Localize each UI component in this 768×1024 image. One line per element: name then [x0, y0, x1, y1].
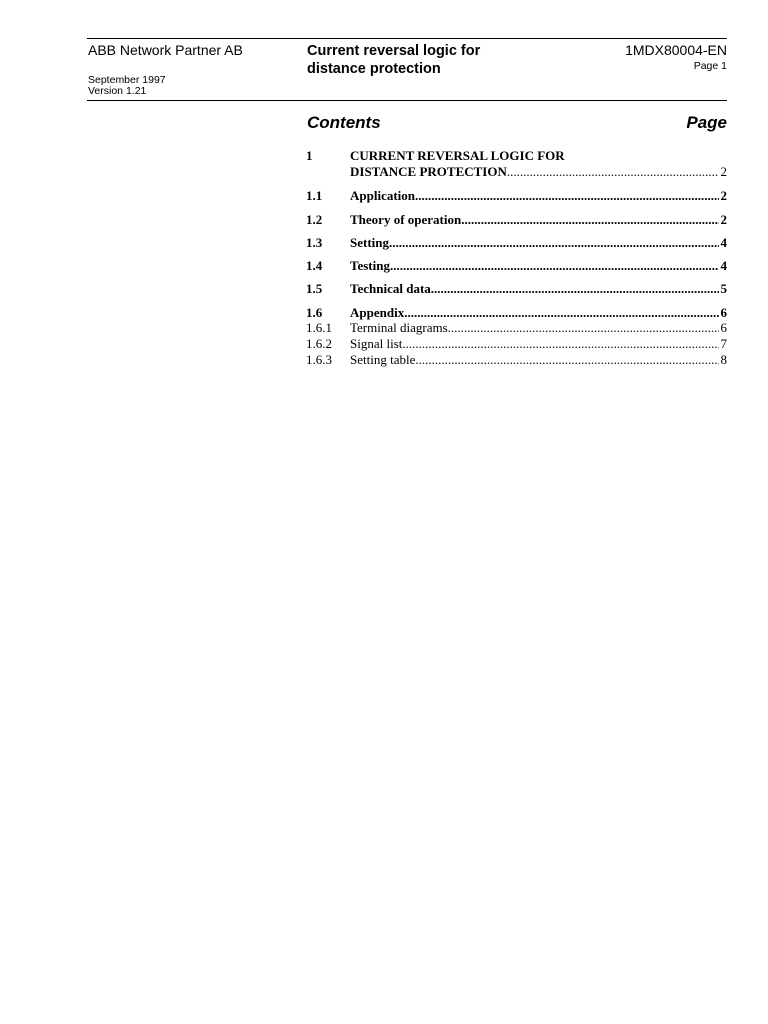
toc-entry-page: 7	[720, 336, 727, 351]
toc-entry-title: Testing	[350, 258, 390, 273]
toc-leader-dots	[404, 305, 718, 321]
header-bottom-rule	[87, 100, 727, 101]
toc-entry-number: 1.6.3	[306, 352, 332, 367]
toc-entry-title-line1: CURRENT REVERSAL LOGIC FOR	[350, 148, 565, 163]
toc-entry-number: 1.5	[306, 281, 323, 296]
page-number: Page 1	[693, 60, 727, 72]
toc-entry-page: 2	[720, 212, 727, 227]
toc-entry-page: 5	[720, 281, 727, 296]
toc-entry-title: Theory of operation	[350, 212, 462, 227]
toc-leader-dots	[448, 320, 719, 336]
document-version: Version 1.21	[88, 85, 147, 97]
toc-entry-number: 1	[306, 148, 313, 163]
header-top-rule	[87, 38, 727, 39]
document-title-line2: distance protection	[307, 61, 441, 77]
company-name: ABB Network Partner AB	[88, 42, 243, 58]
toc-entry-1-6[interactable]	[306, 305, 727, 321]
toc-leader-dots	[461, 212, 718, 228]
toc-leader-dots	[415, 188, 718, 204]
toc-entry-page: 4	[720, 258, 727, 273]
toc-entry-number: 1.6.1	[306, 320, 332, 335]
toc-entry-title: Setting	[350, 235, 389, 250]
toc-entry-1-5[interactable]	[306, 281, 727, 297]
toc-entry-number: 1.1	[306, 188, 323, 203]
document-date: September 1997	[88, 74, 166, 86]
toc-entry-number: 1.6.2	[306, 336, 332, 351]
toc-entry-1-3[interactable]	[306, 235, 727, 251]
contents-page-heading: Page	[686, 113, 727, 132]
toc-entry-title: DISTANCE PROTECTION	[350, 164, 507, 179]
toc-entry-number: 1.6	[306, 305, 323, 320]
toc-entry-title: Signal list	[350, 336, 403, 351]
toc-entry-1-6-3[interactable]	[306, 352, 727, 368]
toc-leader-dots	[390, 258, 719, 274]
toc-entry-1-1[interactable]	[306, 188, 727, 204]
toc-entry-1-2[interactable]	[306, 212, 727, 228]
toc-entry-title: Appendix	[350, 305, 405, 320]
toc-leader-dots	[402, 336, 718, 352]
document-title-line1: Current reversal logic for	[307, 43, 481, 59]
document-number: 1MDX80004-EN	[625, 42, 727, 58]
toc-leader-dots	[507, 164, 719, 180]
toc-entry-page: 6	[720, 305, 727, 320]
contents-heading: Contents	[307, 113, 381, 132]
toc-entry-page: 6	[720, 320, 727, 335]
toc-entry-1-6-1[interactable]	[306, 320, 727, 336]
toc-entry-page: 4	[720, 235, 727, 250]
toc-entry-page: 8	[720, 352, 727, 367]
toc-leader-dots	[389, 235, 719, 251]
toc-entry-title: Setting table	[350, 352, 416, 367]
toc-entry-title: Technical data	[350, 281, 431, 296]
toc-leader-dots	[431, 281, 719, 297]
toc-entry-title: Terminal diagrams	[350, 320, 448, 335]
toc-entry-number: 1.3	[306, 235, 323, 250]
toc-entry-number: 1.4	[306, 258, 323, 273]
toc-entry-1[interactable]	[306, 148, 727, 180]
toc-entry-page: 2	[720, 164, 727, 179]
toc-entry-number: 1.2	[306, 212, 323, 227]
toc-entry-1-6-2[interactable]	[306, 336, 727, 352]
toc-entry-title: Application	[350, 188, 416, 203]
toc-entry-1-4[interactable]	[306, 258, 727, 274]
toc-entry-page: 2	[720, 188, 727, 203]
toc-leader-dots	[415, 352, 718, 368]
